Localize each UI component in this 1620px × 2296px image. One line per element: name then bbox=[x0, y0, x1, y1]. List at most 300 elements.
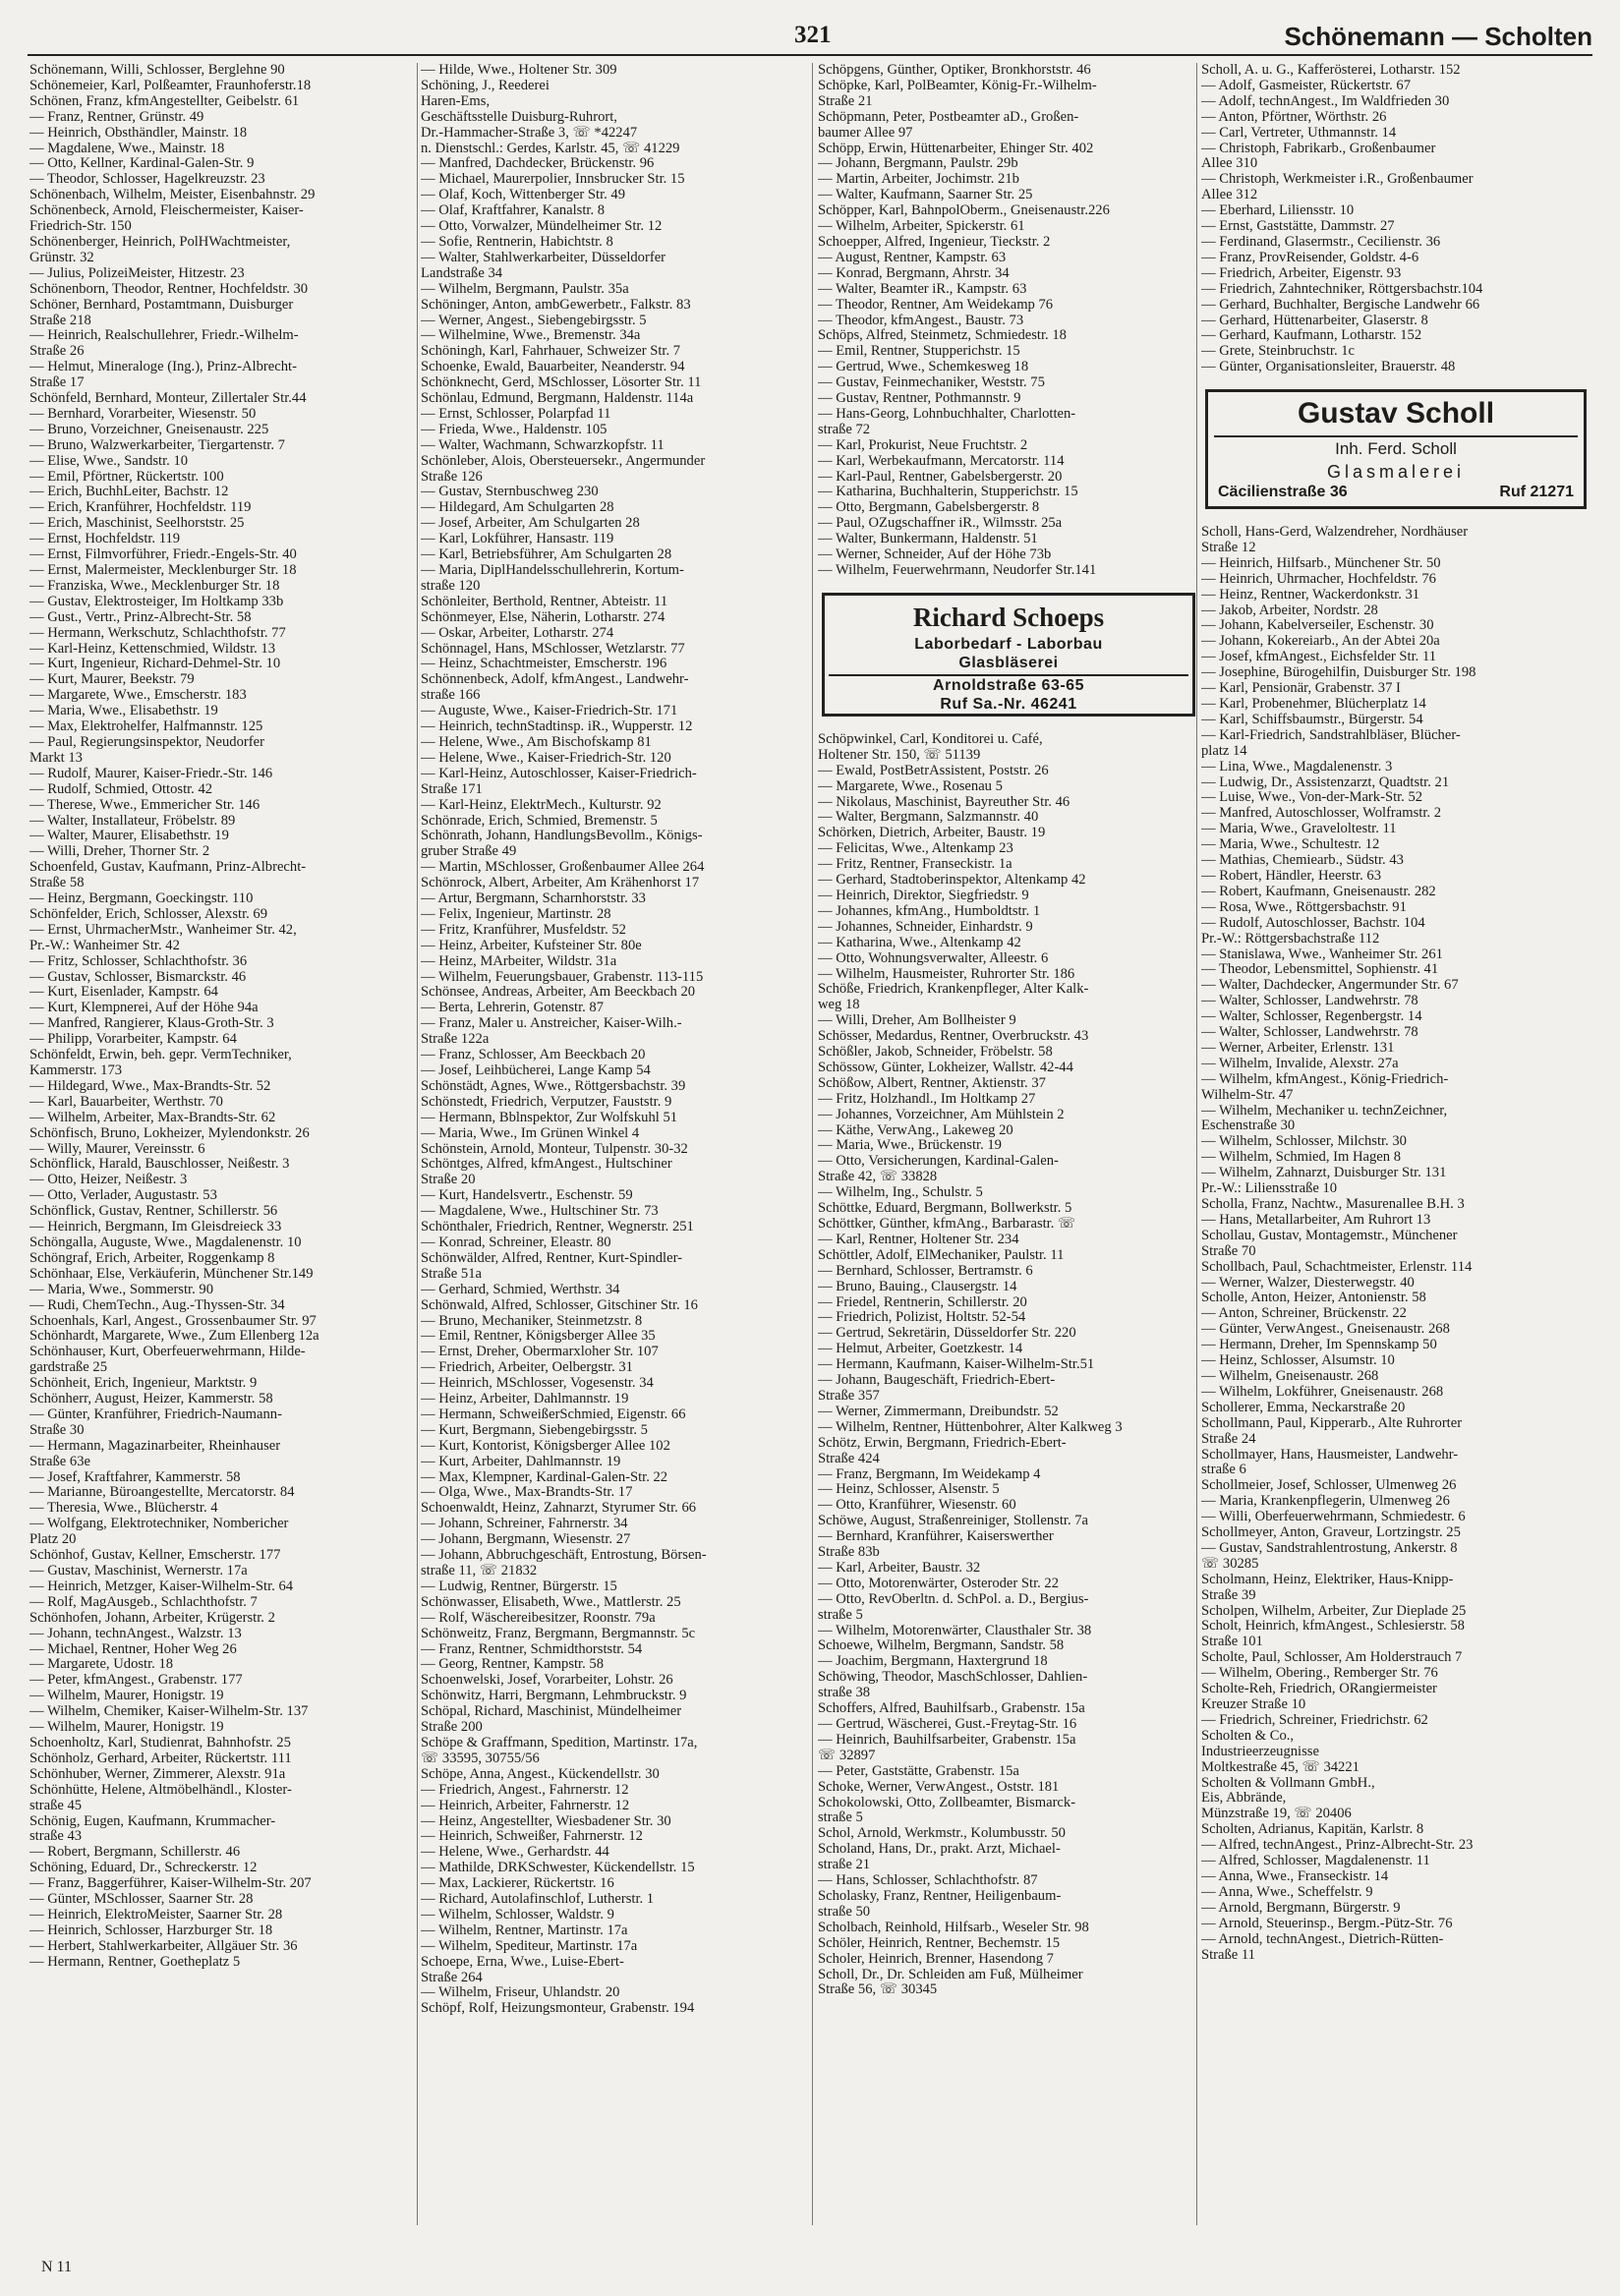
directory-entry: — Peter, Gaststätte, Grabenstr. 15a bbox=[818, 1763, 1019, 1779]
directory-entry: Schoenfeld, Gustav, Kaufmann, Prinz-Albrecht- bbox=[29, 860, 307, 876]
directory-entry: straße 45 bbox=[29, 1798, 83, 1813]
directory-entry: Schönholz, Gerhard, Arbeiter, Rückertstr. 111 bbox=[29, 1751, 292, 1766]
directory-entry: — Ernst, Gaststätte, Dammstr. 27 bbox=[1201, 219, 1395, 235]
directory-entry: — Manfred, Dachdecker, Brückenstr. 96 bbox=[421, 156, 655, 172]
directory-entry: — Gustav, Maschinist, Wernerstr. 17a bbox=[29, 1564, 248, 1578]
directory-entry: — Käthe, VerwAng., Lakeweg 20 bbox=[818, 1122, 1013, 1138]
directory-entry: — Kurt, Eisenlader, Kampstr. 64 bbox=[29, 985, 218, 1001]
directory-entry: — Maria, Wwe., Schultestr. 12 bbox=[1201, 837, 1380, 853]
header-rule bbox=[28, 54, 1592, 56]
directory-entry: — Josef, Leihbücherei, Lange Kamp 54 bbox=[421, 1063, 651, 1078]
directory-entry: — Josef, kfmAngest., Eichsfelder Str. 11 bbox=[1201, 650, 1437, 665]
ad-address-block bbox=[829, 674, 1188, 714]
directory-entry: — Max, Elektrohelfer, Halfmannstr. 125 bbox=[29, 719, 263, 735]
directory-entry: — Walter, Installateur, Fröbelstr. 89 bbox=[29, 813, 236, 829]
directory-entry: — Emil, Rentner, Königsberger Allee 35 bbox=[421, 1329, 656, 1345]
directory-entry: — Rosa, Wwe., Röttgersbachstr. 91 bbox=[1201, 899, 1407, 915]
directory-entry: — Willy, Maurer, Vereinsstr. 6 bbox=[29, 1141, 205, 1157]
directory-entry: — Gust., Vertr., Prinz-Albrecht-Str. 58 bbox=[29, 609, 252, 625]
directory-entry: — Ernst, Malermeister, Mecklenburger Str. 18 bbox=[29, 563, 297, 578]
directory-entry: Straße 101 bbox=[1201, 1635, 1263, 1650]
directory-entry: Scholten & Vollmann GmbH., bbox=[1201, 1775, 1375, 1791]
directory-entry: ☏ 30285 bbox=[1201, 1556, 1259, 1572]
directory-entry: — Fritz, Kranführer, Musfeldstr. 52 bbox=[421, 922, 626, 938]
directory-entry: — Arnold, Bergmann, Bürgerstr. 9 bbox=[1201, 1900, 1401, 1916]
ad-contact-row bbox=[1208, 483, 1584, 506]
directory-entry: Schoenke, Ewald, Bauarbeiter, Neanderstr. 94 bbox=[421, 360, 685, 375]
directory-entry: — Wilhelm, kfmAngest., König-Friedrich- bbox=[1201, 1071, 1449, 1087]
directory-entry: — Theodor, Rentner, Am Weidekamp 76 bbox=[818, 297, 1054, 313]
directory-entry: — Oskar, Arbeiter, Lotharstr. 274 bbox=[421, 625, 614, 641]
directory-entry: Schönwald, Alfred, Schlosser, Gitschiner Str. 16 bbox=[421, 1297, 698, 1313]
directory-entry: — Walter, Schlosser, Landwehrstr. 78 bbox=[1201, 1025, 1418, 1041]
directory-entry: Schönstedt, Friedrich, Verputzer, Fauststr. 9 bbox=[421, 1094, 672, 1110]
directory-entry: — Jakob, Arbeiter, Nordstr. 28 bbox=[1201, 603, 1378, 618]
directory-entry: Schönwälder, Alfred, Rentner, Kurt-Spindler- bbox=[421, 1250, 683, 1266]
directory-entry: — Wilhelm, Friseur, Uhlandstr. 20 bbox=[421, 1985, 620, 2001]
directory-entry: — Stanislawa, Wwe., Wanheimer Str. 261 bbox=[1201, 947, 1443, 962]
directory-entry: Scholt, Heinrich, kfmAngest., Schlesierstr. 58 bbox=[1201, 1619, 1465, 1635]
column-divider bbox=[417, 63, 418, 2225]
directory-entry: — Maria, Wwe., Im Grünen Winkel 4 bbox=[421, 1125, 640, 1141]
directory-entry: Geschäftsstelle Duisburg-Ruhrort, bbox=[421, 109, 617, 125]
directory-entry: straße 43 bbox=[29, 1829, 83, 1845]
directory-entry: Eis, Abbrände, bbox=[1201, 1791, 1287, 1807]
directory-entry: Platz 20 bbox=[29, 1532, 77, 1548]
directory-entry: — Johannes, kfmAng., Humboldtstr. 1 bbox=[818, 903, 1041, 919]
directory-entry: — Bruno, Vorzeichner, Gneisenaustr. 225 bbox=[29, 422, 269, 437]
directory-entry: — Gustav, Schlosser, Bismarckstr. 46 bbox=[29, 969, 247, 985]
directory-entry: — Heinz, Rentner, Wackerdonkstr. 31 bbox=[1201, 587, 1420, 603]
directory-entry: Schöngraf, Erich, Arbeiter, Roggenkamp 8 bbox=[29, 1250, 275, 1266]
directory-entry: Schönflick, Gustav, Rentner, Schillerstr. 56 bbox=[29, 1204, 278, 1220]
directory-entry: — Kurt, Bergmann, Siebengebirgsstr. 5 bbox=[421, 1422, 648, 1438]
directory-entry: — Gerhard, Stadtoberinspektor, Altenkamp 42 bbox=[818, 873, 1086, 889]
directory-entry: Schötz, Erwin, Bergmann, Friedrich-Ebert- bbox=[818, 1435, 1067, 1451]
directory-entry: Schönhuber, Werner, Zimmerer, Alexstr. 91a bbox=[29, 1766, 286, 1782]
directory-entry: — Frieda, Wwe., Haldenstr. 105 bbox=[421, 422, 608, 437]
directory-entry: — Erich, BuchhLeiter, Bachstr. 12 bbox=[29, 485, 229, 500]
directory-entry: — Arnold, technAngest., Dietrich-Rütten- bbox=[1201, 1931, 1444, 1947]
directory-entry: — Theodor, kfmAngest., Baustr. 73 bbox=[818, 313, 1024, 328]
directory-entry: Straße 218 bbox=[29, 313, 91, 328]
directory-entry: Schöße, Friedrich, Krankenpfleger, Alter Kalk- bbox=[818, 982, 1089, 998]
directory-entry: — Maria, Wwe., Brückenstr. 19 bbox=[818, 1138, 1002, 1154]
directory-entry: — Wilhelm, Feuerungsbauer, Grabenstr. 113-115 bbox=[421, 969, 704, 985]
directory-entry: straße 72 bbox=[818, 422, 871, 437]
directory-entry: — Johann, Abbruchgeschäft, Entrostung, Börsen- bbox=[421, 1548, 707, 1564]
directory-entry: — Franz, ProvReisender, Goldstr. 4-6 bbox=[1201, 250, 1419, 265]
directory-entry: Schönenborn, Theodor, Rentner, Hochfeldstr. 30 bbox=[29, 281, 309, 297]
directory-entry: — Michael, Rentner, Hoher Weg 26 bbox=[29, 1641, 237, 1657]
directory-entry: — Otto, RevOberltn. d. SchPol. a. D., Bergius- bbox=[818, 1591, 1089, 1607]
directory-entry: — Wilhelm, Obering., Remberger Str. 76 bbox=[1201, 1666, 1438, 1682]
directory-entry: — Willi, Dreher, Am Bollheister 9 bbox=[818, 1013, 1016, 1029]
ad-line: Glasbläserei bbox=[958, 654, 1059, 671]
directory-entry: gardstraße 25 bbox=[29, 1360, 108, 1376]
directory-entry: Schöpp, Erwin, Hüttenarbeiter, Ehinger Str. 402 bbox=[818, 141, 1094, 156]
directory-entry: — Friedrich, Polizist, Holtstr. 52-54 bbox=[818, 1310, 1026, 1326]
directory-entry: — Wilhelm, Arbeiter, Spickerstr. 61 bbox=[818, 219, 1025, 235]
directory-entry: — Walter, Kaufmann, Saarner Str. 25 bbox=[818, 188, 1033, 203]
directory-entry: — Wilhelm, Chemiker, Kaiser-Wilhelm-Str. 137 bbox=[29, 1704, 309, 1720]
directory-entry: — Walter, Bergmann, Salzmannstr. 40 bbox=[818, 810, 1039, 826]
directory-entry: — Bernhard, Schlosser, Bertramstr. 6 bbox=[818, 1263, 1033, 1279]
directory-entry: — Günter, VerwAngest., Gneisenaustr. 268 bbox=[1201, 1322, 1450, 1338]
directory-entry: — Felix, Ingenieur, Martinstr. 28 bbox=[421, 906, 611, 922]
directory-entry: Schoenwelski, Josef, Vorarbeiter, Lohstr. 26 bbox=[421, 1673, 673, 1689]
directory-entry: — Hermann, Magazinarbeiter, Rheinhauser bbox=[29, 1438, 281, 1454]
directory-entry: Moltkestraße 45, ☏ 34221 bbox=[1201, 1759, 1360, 1775]
directory-entry: Schöpke, Karl, PolBeamter, König-Fr.-Wilhelm- bbox=[818, 78, 1097, 93]
directory-entry: — Franz, Schlosser, Am Beeckbach 20 bbox=[421, 1048, 646, 1063]
directory-entry: — Gertrud, Sekretärin, Düsseldorfer Str. 220 bbox=[818, 1326, 1076, 1342]
directory-entry: Schollmeier, Josef, Schlosser, Ulmenweg 26 bbox=[1201, 1478, 1457, 1494]
directory-entry: — Willi, Oberfeuerwehrmann, Schmiedestr. 6 bbox=[1201, 1510, 1466, 1525]
directory-entry: straße 21 bbox=[818, 1858, 871, 1873]
directory-entry: — Willi, Dreher, Thorner Str. 2 bbox=[29, 844, 210, 860]
directory-entry: — Olaf, Koch, Wittenberger Str. 49 bbox=[421, 188, 626, 203]
directory-entry: — Heinz, MArbeiter, Wildstr. 31a bbox=[421, 953, 617, 969]
directory-entry: — Margarete, Wwe., Rosenau 5 bbox=[818, 778, 1003, 794]
directory-entry: — Karl-Heinz, ElektrMech., Kulturstr. 92 bbox=[421, 797, 662, 813]
directory-entry: — Johann, Bergmann, Paulstr. 29b bbox=[818, 156, 1018, 172]
directory-entry: — Walter, Maurer, Elisabethstr. 19 bbox=[29, 829, 229, 844]
directory-entry: — Therese, Wwe., Emmericher Str. 146 bbox=[29, 797, 260, 813]
directory-entry: — Joachim, Bergmann, Haxtergrund 18 bbox=[818, 1654, 1048, 1670]
directory-entry: — Hermann, Werkschutz, Schlachthofstr. 77 bbox=[29, 625, 286, 641]
directory-entry: — Maria, Krankenpflegerin, Ulmenweg 26 bbox=[1201, 1494, 1450, 1510]
directory-entry: Straße 21 bbox=[818, 93, 873, 109]
directory-entry: Scholl, A. u. G., Kafferösterei, Lotharstr. 152 bbox=[1201, 63, 1461, 78]
directory-entry: Schoffers, Alfred, Bauhilfsarb., Grabenstr. 15a bbox=[818, 1701, 1085, 1717]
directory-entry: — Johannes, Schneider, Einhardstr. 9 bbox=[818, 919, 1033, 935]
directory-entry: Scholer, Heinrich, Brenner, Hasendong 7 bbox=[818, 1951, 1054, 1967]
directory-entry: Schöps, Alfred, Steinmetz, Schmiedestr. 18 bbox=[818, 328, 1067, 344]
directory-entry: Schönknecht, Gerd, MSchlosser, Lösorter Str. 11 bbox=[421, 375, 702, 391]
ad-address: Cäcilienstraße 36 bbox=[1218, 484, 1348, 501]
ad-owner: Inh. Ferd. Scholl bbox=[1335, 439, 1457, 459]
directory-entry: — Hermann, Bblnspektor, Zur Wolfskuhl 51 bbox=[421, 1110, 678, 1125]
directory-entry: — Robert, Bergmann, Schillerstr. 46 bbox=[29, 1845, 241, 1861]
directory-entry: — Sofie, Rentnerin, Habichtstr. 8 bbox=[421, 234, 613, 250]
directory-entry: Schönhaar, Else, Verkäuferin, Münchener Str.149 bbox=[29, 1266, 314, 1282]
directory-entry: — Heinrich, Direktor, Siegfriedstr. 9 bbox=[818, 888, 1029, 903]
directory-entry: — Franziska, Wwe., Mecklenburger Str. 18 bbox=[29, 578, 280, 594]
directory-entry: — Elise, Wwe., Sandstr. 10 bbox=[29, 453, 189, 469]
directory-entry: — Hermann, Kaufmann, Kaiser-Wilhelm-Str.51 bbox=[818, 1357, 1095, 1373]
directory-entry: — Rudolf, Maurer, Kaiser-Friedr.-Str. 146 bbox=[29, 766, 273, 781]
directory-entry: Schollbach, Paul, Schachtmeister, Erlenstr. 114 bbox=[1201, 1259, 1473, 1275]
directory-entry: — Karl, Werbekaufmann, Mercatorstr. 114 bbox=[818, 453, 1065, 469]
directory-entry: Schönfeld, Bernhard, Monteur, Zillertaler Str.44 bbox=[29, 391, 307, 407]
directory-entry: — Rudi, ChemTechn., Aug.-Thyssen-Str. 34 bbox=[29, 1297, 285, 1313]
directory-entry: — Wolfgang, Elektrotechniker, Nombericher bbox=[29, 1517, 289, 1532]
directory-entry: — Konrad, Bergmann, Ahrstr. 34 bbox=[818, 265, 1010, 281]
directory-entry: — Ernst, Filmvorführer, Friedr.-Engels-Str. 40 bbox=[29, 547, 297, 563]
directory-entry: Straße 58 bbox=[29, 876, 85, 891]
directory-entry: — Martin, MSchlosser, Großenbaumer Allee 264 bbox=[421, 860, 705, 876]
directory-entry: Scholten & Co., bbox=[1201, 1728, 1295, 1744]
directory-entry: — Magdalene, Wwe., Hultschiner Str. 73 bbox=[421, 1204, 659, 1220]
directory-entry: — Michael, Maurerpolier, Innsbrucker Str. 15 bbox=[421, 172, 685, 188]
directory-entry: Schoenholtz, Karl, Studienrat, Bahnhofstr. 25 bbox=[29, 1735, 291, 1751]
directory-entry: — Katharina, Buchhalterin, Stupperichstr. 15 bbox=[818, 485, 1078, 500]
directory-entry: Schönherr, August, Heizer, Kammerstr. 58 bbox=[29, 1392, 273, 1407]
directory-entry: Schönhütte, Helene, Altmöbelhändl., Kloster- bbox=[29, 1782, 292, 1798]
directory-entry: — Friedrich, Zahntechniker, Röttgersbachstr.104 bbox=[1201, 281, 1483, 297]
directory-entry: — Walter, Stahlwerkarbeiter, Düsseldorfer bbox=[421, 250, 666, 265]
directory-entry: straße 11, ☏ 21832 bbox=[421, 1564, 538, 1578]
directory-entry: — Grete, Steinbruchstr. 1c bbox=[1201, 344, 1356, 360]
directory-entry: — Franz, Bergmann, Im Weidekamp 4 bbox=[818, 1466, 1041, 1482]
directory-entry: Schönnagel, Hans, MSchlosser, Wetzlarstr. 77 bbox=[421, 641, 685, 657]
directory-entry: — Hermann, SchweißerSchmied, Eigenstr. 66 bbox=[421, 1406, 686, 1422]
directory-entry: — Ewald, PostBetrAssistent, Poststr. 26 bbox=[818, 763, 1049, 778]
directory-entry: Schokolowski, Otto, Zollbeamter, Bismarck- bbox=[818, 1795, 1076, 1810]
directory-entry: Markt 13 bbox=[29, 750, 83, 766]
directory-entry: Schönenberger, Heinrich, PolHWachtmeister, bbox=[29, 234, 291, 250]
directory-entry: — Felicitas, Wwe., Altenkamp 23 bbox=[818, 841, 1013, 857]
directory-entry: Schönlau, Edmund, Bergmann, Haldenstr. 114a bbox=[421, 391, 694, 407]
page-number: 321 bbox=[794, 22, 832, 48]
directory-entry: — Wilhelm, Motorenwärter, Clausthaler Str. 38 bbox=[818, 1623, 1092, 1638]
ad-line: Laborbedarf - Laborbau bbox=[914, 635, 1103, 653]
directory-entry: — Karl, Probenehmer, Blücherplatz 14 bbox=[1201, 697, 1426, 712]
directory-entry: — Wilhelm, Spediteur, Martinstr. 17a bbox=[421, 1938, 638, 1954]
directory-entry: — Karl, Rentner, Holtener Str. 234 bbox=[818, 1232, 1019, 1247]
directory-entry: Eschenstraße 30 bbox=[1201, 1119, 1296, 1134]
directory-entry: — Johann, Bergmann, Wiesenstr. 27 bbox=[421, 1532, 631, 1548]
directory-entry: Schöpmann, Peter, Postbeamter aD., Großen- bbox=[818, 109, 1079, 125]
directory-entry: Schönemann, Willi, Schlosser, Berglehne 90 bbox=[29, 63, 285, 78]
running-head: Schönemann — Scholten bbox=[1284, 22, 1592, 51]
directory-entry: — Julius, PolizeiMeister, Hitzestr. 23 bbox=[29, 265, 245, 281]
directory-entry: — Gustav, Sternbuschweg 230 bbox=[421, 485, 599, 500]
directory-entry: Dr.-Hammacher-Straße 3, ☏ *42247 bbox=[421, 125, 638, 141]
directory-entry: — Eberhard, Liliensstr. 10 bbox=[1201, 203, 1355, 219]
directory-entry: Schollerer, Emma, Neckarstraße 20 bbox=[1201, 1400, 1406, 1415]
directory-entry: — Anton, Schreiner, Brückenstr. 22 bbox=[1201, 1306, 1407, 1322]
directory-entry: Schöwing, Theodor, MaschSchlosser, Dahlien- bbox=[818, 1670, 1088, 1686]
directory-entry: platz 14 bbox=[1201, 743, 1247, 759]
directory-entry: Scholla, Franz, Nachtw., Masurenallee B.H. 3 bbox=[1201, 1197, 1465, 1212]
directory-entry: — Gerhard, Schmied, Werthstr. 34 bbox=[421, 1282, 620, 1297]
directory-entry: — Alfred, Schlosser, Magdalenenstr. 11 bbox=[1201, 1854, 1430, 1869]
directory-entry: — Heinz, Arbeiter, Kufsteiner Str. 80e bbox=[421, 938, 642, 953]
directory-entry: — Peter, kfmAngest., Grabenstr. 177 bbox=[29, 1673, 243, 1689]
directory-entry: — Paul, OZugschaffner iR., Wilmsstr. 25a bbox=[818, 516, 1063, 532]
directory-entry: — Martin, Arbeiter, Jochimstr. 21b bbox=[818, 172, 1019, 188]
directory-entry: Straße 63e bbox=[29, 1454, 91, 1469]
directory-entry: — Kurt, Handelsvertr., Eschenstr. 59 bbox=[421, 1188, 633, 1204]
directory-entry: — Hermann, Dreher, Im Spennskamp 50 bbox=[1201, 1338, 1437, 1353]
directory-entry: — Walter, Schlosser, Regenbergstr. 14 bbox=[1201, 1009, 1422, 1025]
directory-entry: Schönstädt, Agnes, Wwe., Röttgersbachstr. 39 bbox=[421, 1078, 686, 1094]
directory-entry: — Franz, Baggerführer, Kaiser-Wilhelm-Str. 207 bbox=[29, 1876, 312, 1892]
directory-entry: ☏ 32897 bbox=[818, 1748, 876, 1763]
directory-entry: Friedrich-Str. 150 bbox=[29, 219, 132, 235]
directory-entry: — Otto, Motorenwärter, Osteroder Str. 22 bbox=[818, 1576, 1060, 1591]
directory-entry: — Günter, Kranführer, Friedrich-Naumann- bbox=[29, 1406, 282, 1422]
column-divider bbox=[1196, 63, 1197, 2225]
directory-entry: — Bruno, Bauing., Clausergstr. 14 bbox=[818, 1279, 1017, 1294]
directory-entry: — Wilhelm, Maurer, Honigstr. 19 bbox=[29, 1689, 224, 1704]
directory-entry: — Heinrich, Bergmann, Im Gleisdreieck 33 bbox=[29, 1220, 282, 1235]
directory-entry: — Werner, Angest., Siebengebirgsstr. 5 bbox=[421, 313, 647, 328]
directory-entry: — Heinrich, Bauhilfsarbeiter, Grabenstr. 15a bbox=[818, 1732, 1076, 1748]
directory-entry: — Heinrich, Schlosser, Harzburger Str. 18 bbox=[29, 1923, 273, 1938]
directory-entry: — Maria, DiplHandelsschullehrerin, Kortum- bbox=[421, 563, 684, 578]
directory-entry: n. Dienstschl.: Gerdes, Karlstr. 45, ☏ 41229 bbox=[421, 141, 680, 156]
directory-entry: Scholand, Hans, Dr., prakt. Arzt, Michael- bbox=[818, 1842, 1061, 1858]
directory-column-1 bbox=[29, 63, 411, 1971]
directory-entry: — Walter, Dachdecker, Angermunder Str. 67 bbox=[1201, 978, 1459, 994]
directory-entry: Straße 126 bbox=[421, 469, 483, 485]
ad-company-name: Richard Schoeps bbox=[912, 602, 1105, 632]
directory-entry: — Ernst, Hochfeldstr. 119 bbox=[29, 532, 181, 547]
directory-entry: Schollau, Gustav, Montagemstr., Münchener bbox=[1201, 1228, 1458, 1243]
directory-entry: Straße 70 bbox=[1201, 1243, 1256, 1259]
directory-entry: — Josephine, Bürogehilfin, Duisburger Str. 198 bbox=[1201, 665, 1476, 681]
ad-address: Arnoldstraße 63-65 bbox=[933, 676, 1084, 694]
directory-entry: Schönhauser, Kurt, Oberfeuerwehrmann, Hilde- bbox=[29, 1345, 306, 1360]
directory-entry: — Marianne, Büroangestellte, Mercatorstr. 84 bbox=[29, 1485, 295, 1501]
directory-entry: Allee 312 bbox=[1201, 188, 1258, 203]
directory-entry: — Carl, Vertreter, Uthmannstr. 14 bbox=[1201, 125, 1397, 141]
directory-entry: — Theodor, Schlosser, Hagelkreuzstr. 23 bbox=[29, 172, 265, 188]
column-divider bbox=[812, 63, 813, 2225]
directory-entry: Schöning, J., Reederei bbox=[421, 78, 550, 93]
directory-entry: ☏ 33595, 30755/56 bbox=[421, 1751, 540, 1766]
directory-entry: — Werner, Arbeiter, Erlenstr. 131 bbox=[1201, 1040, 1395, 1056]
directory-entry: Schönenbach, Wilhelm, Meister, Eisenbahnstr. 29 bbox=[29, 188, 316, 203]
directory-entry: Schönen, Franz, kfmAngestellter, Geibelstr. 61 bbox=[29, 93, 300, 109]
directory-entry: Scholpen, Wilhelm, Arbeiter, Zur Dieplade 25 bbox=[1201, 1603, 1467, 1619]
directory-entry: straße 166 bbox=[421, 688, 481, 704]
ad-phone: Ruf 21271 bbox=[1499, 484, 1574, 501]
directory-entry: — Artur, Bergmann, Scharnhorststr. 33 bbox=[421, 891, 646, 907]
directory-entry: — Maria, Wwe., Elisabethstr. 19 bbox=[29, 704, 218, 719]
directory-entry: Schönrath, Johann, HandlungsBevollm., Königs- bbox=[421, 829, 703, 844]
directory-entry: Pr.-W.: Liliensstraße 10 bbox=[1201, 1181, 1338, 1197]
directory-entry: — Kurt, Ingenieur, Richard-Dehmel-Str. 10 bbox=[29, 657, 281, 672]
directory-entry: straße 5 bbox=[818, 1810, 863, 1826]
directory-entry: — Heinz, Schachtmeister, Emscherstr. 196 bbox=[421, 657, 667, 672]
directory-entry: Schol, Arnold, Werkmstr., Kolumbusstr. 50 bbox=[818, 1826, 1066, 1842]
directory-entry: — Fritz, Schlosser, Schlachthofstr. 36 bbox=[29, 953, 248, 969]
directory-column-2 bbox=[421, 63, 802, 2017]
directory-entry: — Franz, Rentner, Schmidthorststr. 54 bbox=[421, 1641, 643, 1657]
directory-entry: — Otto, Heizer, Neißestr. 3 bbox=[29, 1173, 188, 1188]
directory-entry: straße 38 bbox=[818, 1686, 871, 1701]
directory-entry: — Friedrich, Arbeiter, Oelbergstr. 31 bbox=[421, 1360, 633, 1376]
directory-entry: Straße 12 bbox=[1201, 540, 1256, 555]
directory-entry: Schöttler, Adolf, ElMechaniker, Paulstr. 11 bbox=[818, 1247, 1065, 1263]
directory-entry: — Otto, Kellner, Kardinal-Galen-Str. 9 bbox=[29, 156, 255, 172]
directory-entry: — Heinrich, Obsthändler, Mainstr. 18 bbox=[29, 125, 248, 141]
directory-entry: — Otto, Verlader, Augustastr. 53 bbox=[29, 1188, 217, 1204]
directory-entry: — Otto, Versicherungen, Kardinal-Galen- bbox=[818, 1154, 1059, 1170]
directory-entry: — Rolf, MagAusgeb., Schlachthofstr. 7 bbox=[29, 1594, 258, 1610]
directory-entry: — Karl-Paul, Rentner, Gabelsbergerstr. 20 bbox=[818, 469, 1063, 485]
directory-entry: — Franz, Maler u. Anstreicher, Kaiser-Wilh.- bbox=[421, 1016, 682, 1032]
directory-entry: — August, Rentner, Kampstr. 63 bbox=[818, 250, 1007, 265]
directory-entry: Schönnenbeck, Adolf, kfmAngest., Landwehr- bbox=[421, 672, 689, 688]
directory-entry: Schöpal, Richard, Maschinist, Mündelheimer bbox=[421, 1704, 682, 1720]
directory-entry: — Friedel, Rentnerin, Schillerstr. 20 bbox=[818, 1294, 1027, 1310]
directory-entry: — Werner, Zimmermann, Dreibundstr. 52 bbox=[818, 1404, 1059, 1419]
directory-entry: — Heinz, Bergmann, Goeckingstr. 110 bbox=[29, 891, 254, 907]
directory-entry: — Johann, Kokereiarb., An der Abtei 20a bbox=[1201, 634, 1440, 650]
directory-entry: Scholte-Reh, Friedrich, ORangiermeister bbox=[1201, 1682, 1437, 1697]
directory-entry: — Wilhelm, Rentner, Hüttenbohrer, Alter Kalkweg 3 bbox=[818, 1419, 1123, 1435]
directory-entry: Straße 30 bbox=[29, 1422, 85, 1438]
directory-entry: Straße 11 bbox=[1201, 1947, 1255, 1963]
directory-entry: — Gustav, Sandstrahlentrostung, Ankerstr. 8 bbox=[1201, 1540, 1458, 1556]
directory-entry: Straße 56, ☏ 30345 bbox=[818, 1982, 938, 1998]
directory-entry: Straße 24 bbox=[1201, 1431, 1256, 1447]
directory-entry: Scholasky, Franz, Rentner, Heiligenbaum- bbox=[818, 1888, 1062, 1904]
directory-entry: — Rolf, Wäschereibesitzer, Roonstr. 79a bbox=[421, 1610, 656, 1626]
directory-entry: Schönhof, Gustav, Kellner, Emscherstr. 177 bbox=[29, 1548, 281, 1564]
directory-entry: — Ernst, Dreher, Obermarxloher Str. 107 bbox=[421, 1345, 659, 1360]
directory-entry: — Robert, Händler, Heerstr. 63 bbox=[1201, 868, 1382, 884]
directory-entry: — Wilhelm, Rentner, Martinstr. 17a bbox=[421, 1923, 628, 1938]
directory-entry: Straße 200 bbox=[421, 1720, 483, 1736]
directory-entry: — Johann, technAngest., Walzstr. 13 bbox=[29, 1626, 242, 1641]
directory-entry: — Christoph, Werkmeister i.R., Großenbaumer bbox=[1201, 172, 1474, 188]
directory-entry: — Emil, Pförtner, Rückertstr. 100 bbox=[29, 469, 224, 485]
directory-entry: — Kurt, Arbeiter, Dahlmannstr. 19 bbox=[421, 1454, 621, 1469]
directory-entry: — Friedrich, Angest., Fahrnerstr. 12 bbox=[421, 1782, 629, 1798]
directory-entry: Straße 42, ☏ 33828 bbox=[818, 1170, 938, 1185]
directory-entry: — Otto, Vorwalzer, Mündelheimer Str. 12 bbox=[421, 219, 663, 235]
directory-entry: — Adolf, technAngest., Im Waldfrieden 30 bbox=[1201, 93, 1450, 109]
directory-entry: — Bernhard, Kranführer, Kaiserswerther bbox=[818, 1529, 1054, 1545]
directory-entry: — Helene, Wwe., Am Bischofskamp 81 bbox=[421, 734, 652, 750]
directory-entry: Schössow, Günter, Lokheizer, Wallstr. 42-44 bbox=[818, 1060, 1073, 1075]
directory-entry: Schönrock, Albert, Arbeiter, Am Krähenhorst 17 bbox=[421, 876, 700, 891]
directory-entry: Schöpf, Rolf, Heizungsmonteur, Grabenstr. 194 bbox=[421, 2001, 695, 2017]
directory-entry: — Wilhelm, Gneisenaustr. 268 bbox=[1201, 1368, 1379, 1384]
directory-entry: Münzstraße 19, ☏ 20406 bbox=[1201, 1807, 1352, 1822]
directory-entry: Schöner, Bernhard, Postamtmann, Duisburger bbox=[29, 297, 294, 313]
directory-entry: baumer Allee 97 bbox=[818, 125, 913, 141]
directory-column-4 bbox=[1201, 63, 1591, 1963]
directory-entry: — Robert, Kaufmann, Gneisenaustr. 282 bbox=[1201, 884, 1436, 899]
directory-entry: Schoenwaldt, Heinz, Zahnarzt, Styrumer Str. 66 bbox=[421, 1501, 697, 1517]
directory-entry: — Gerhard, Kaufmann, Lotharstr. 152 bbox=[1201, 328, 1422, 344]
directory-entry: Scholl, Dr., Dr. Schleiden am Fuß, Mülheimer bbox=[818, 1967, 1083, 1982]
directory-entry: — Heinrich, Realschullehrer, Friedr.-Wilhelm- bbox=[29, 328, 299, 344]
directory-entry: — Wilhelm, Feuerwehrmann, Neudorfer Str.141 bbox=[818, 563, 1097, 578]
directory-entry: Allee 310 bbox=[1201, 156, 1258, 172]
directory-entry: Schöntges, Alfred, kfmAngest., Hultschiner bbox=[421, 1157, 672, 1173]
directory-entry: Landstraße 34 bbox=[421, 265, 503, 281]
directory-entry: — Friedrich, Schreiner, Friedrichstr. 62 bbox=[1201, 1712, 1428, 1728]
directory-entry: — Mathilde, DRKSchwester, Kückendellstr. 15 bbox=[421, 1861, 695, 1876]
directory-entry: — Rudolf, Schmied, Ottostr. 42 bbox=[29, 781, 213, 797]
directory-entry: — Wilhelm, Bergmann, Paulstr. 35a bbox=[421, 281, 629, 297]
directory-entry: — Wilhelm, Ing., Schulstr. 5 bbox=[818, 1185, 983, 1201]
directory-entry: — Alfred, technAngest., Prinz-Albrecht-Str. 23 bbox=[1201, 1838, 1474, 1854]
directory-entry: — Gerhard, Buchhalter, Bergische Landwehr 66 bbox=[1201, 297, 1480, 313]
directory-entry: — Heinrich, technStadtinsp. iR., Wupperstr. 12 bbox=[421, 719, 693, 735]
directory-entry: — Theresia, Wwe., Blücherstr. 4 bbox=[29, 1501, 218, 1517]
directory-entry: — Ludwig, Dr., Assistenzarzt, Quadtstr. 21 bbox=[1201, 775, 1450, 790]
directory-entry: Schösser, Medardus, Rentner, Overbruckstr. 43 bbox=[818, 1029, 1089, 1045]
